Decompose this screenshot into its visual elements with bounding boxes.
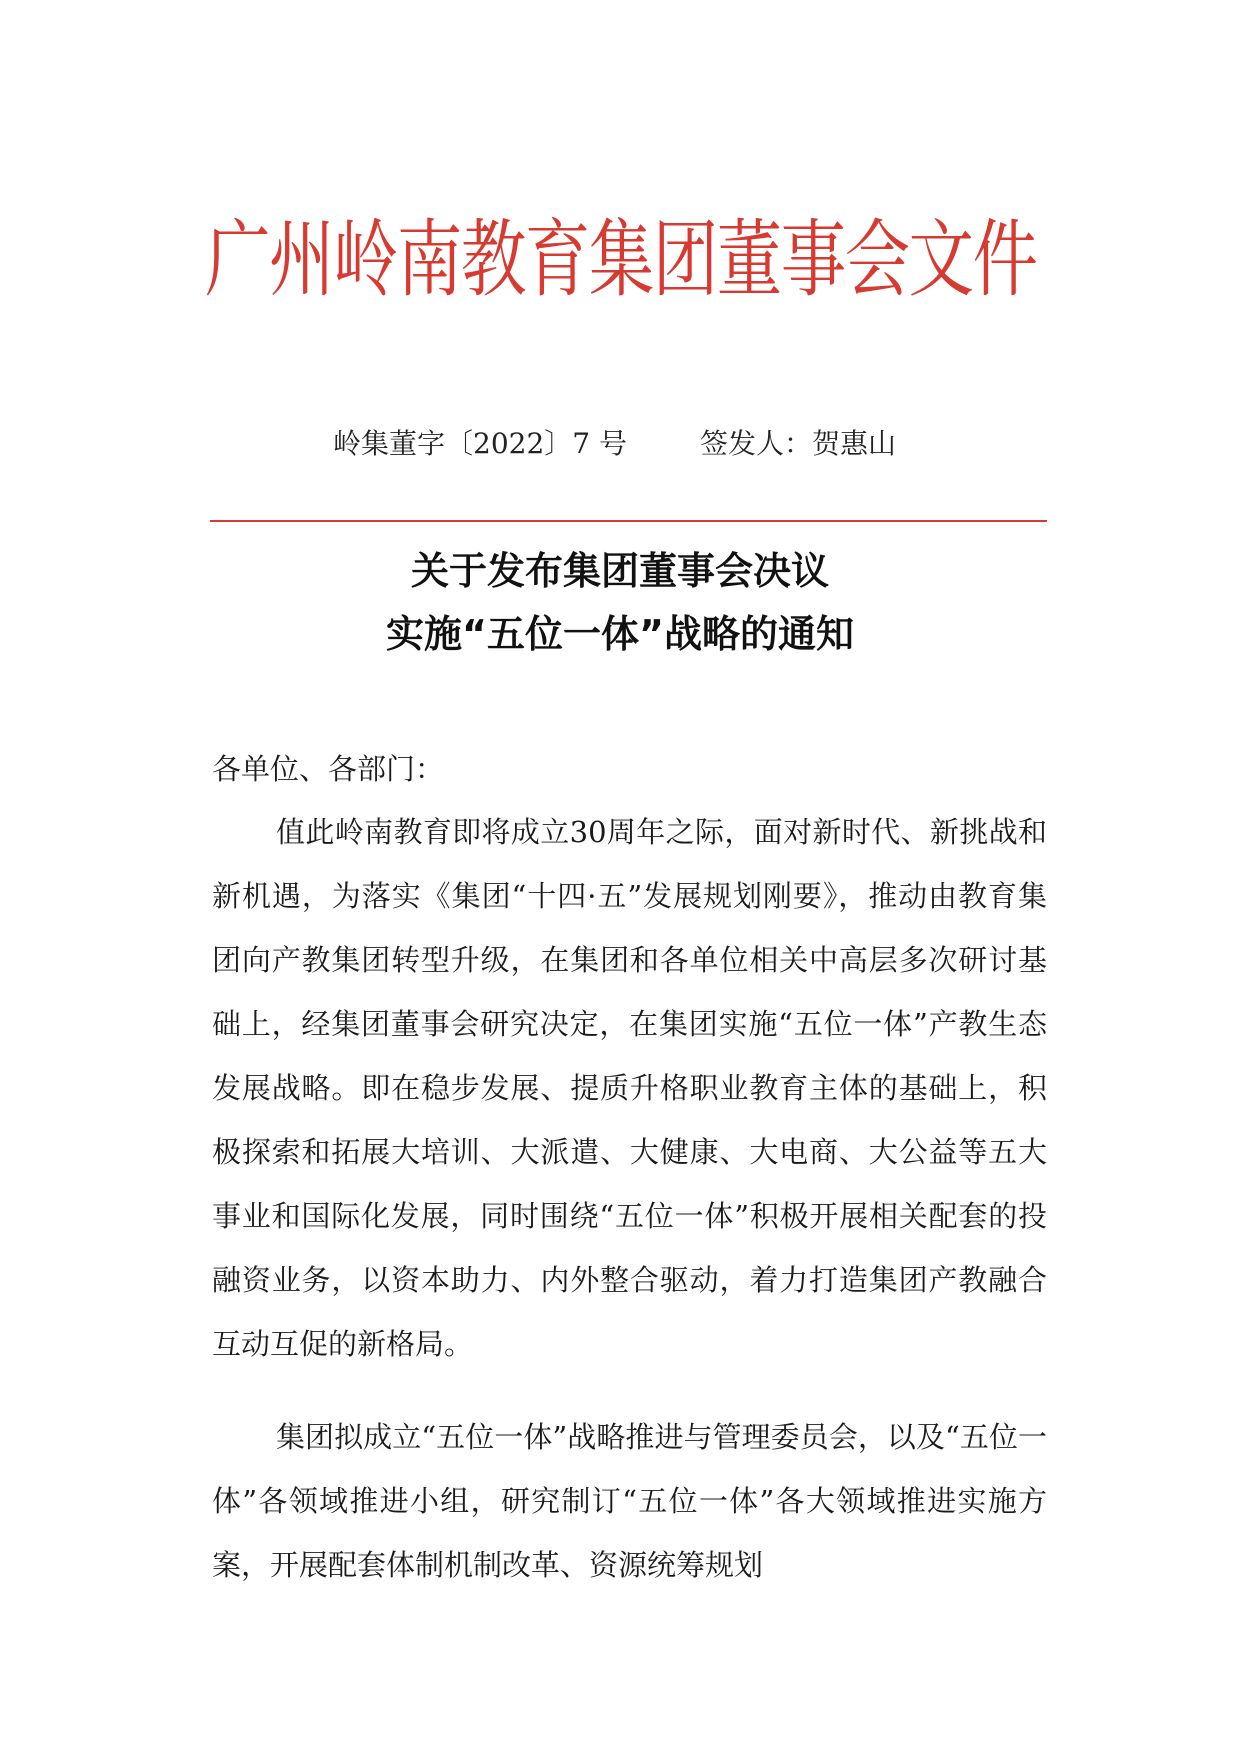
body-paragraph-1: 值此岭南教育即将成立30周年之际，面对新时代、新挑战和新机遇，为落实《集团“十四·五”发展规划刚要》，推动由教育集团向产教集团转型升级，在集团和各单位相关中高层多次研讨基础上，经集团董事会研究决定，在集团实施“五位一体”产教生态发展战略。即在稳步发展、提质升格职业教育主体的基础上，积极探索和拓展大培训、大派遣、大健康、大电商、大公益等五大事业和国际化发展，同时围绕“五位一体”积极开展相关配套的投融资业务，以资本助力、内外整合驱动，着力打造集团产教融合互动互促的新格局。: [212, 815, 1047, 1361]
body-paragraph-2: 集团拟成立“五位一体”战略推进与管理委员会，以及“五位一体”各领域推进小组，研究制订“五位一体”各大领域推进实施方案，开展配套体制机制改革、资源统筹规划: [212, 1420, 1047, 1582]
salutation: 各单位、各部门：: [212, 752, 445, 786]
notice-title-line-1: 关于发布集团董事会决议: [410, 549, 829, 593]
signer: 签发人：贺惠山: [700, 427, 897, 460]
notice-title-line-2: 实施“五位一体”战略的通知: [386, 612, 854, 656]
document-number: 岭集董字〔2022〕7 号: [333, 427, 627, 460]
red-divider: [210, 520, 1047, 522]
letterhead-title: 广州岭南教育集团董事会文件: [205, 210, 1037, 309]
